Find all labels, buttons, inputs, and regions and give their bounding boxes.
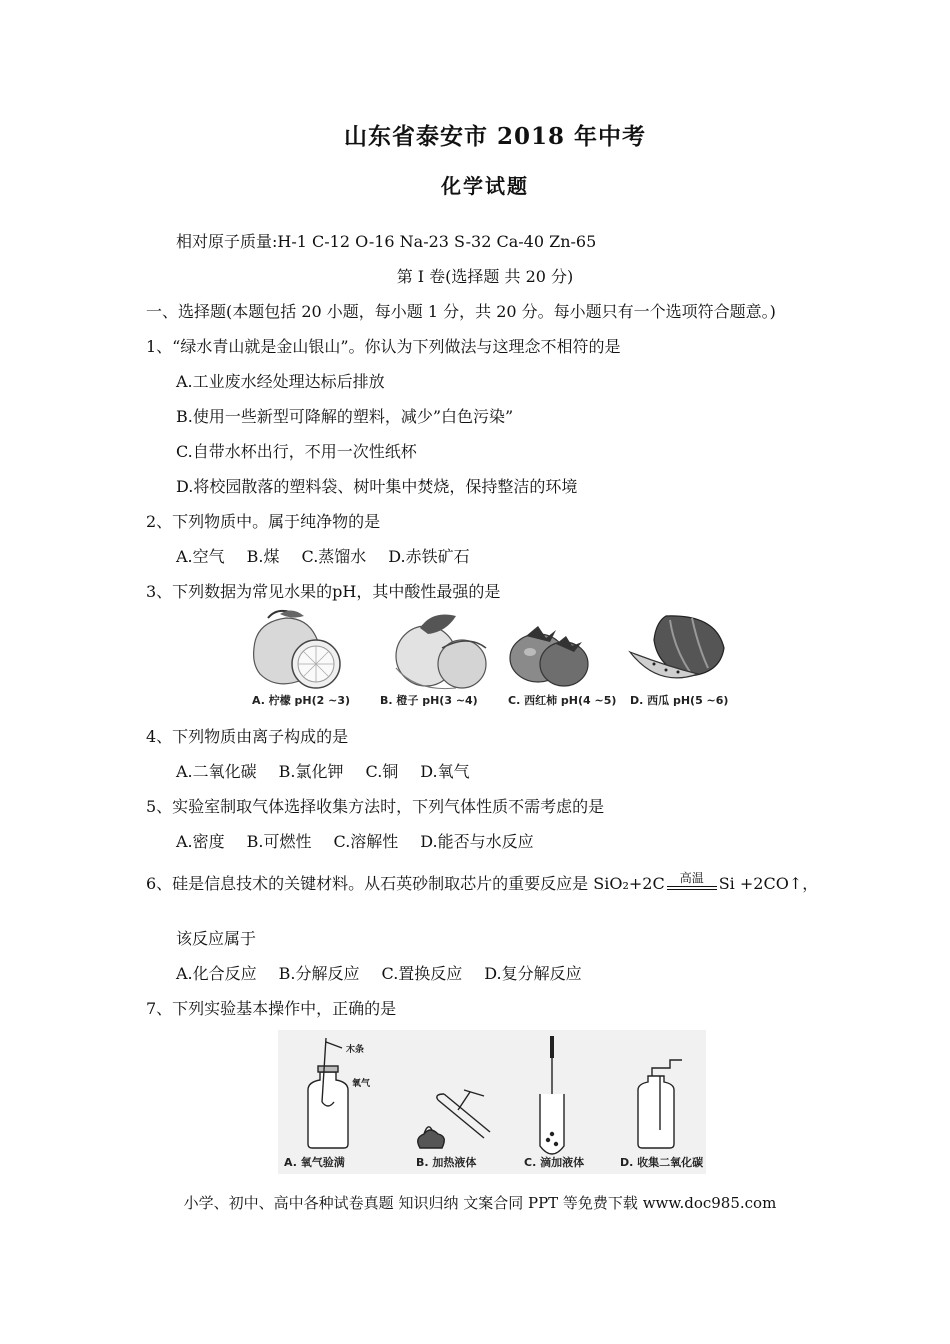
instructions: 一、选择题(本题包括 20 小题，每小题 1 分，共 20 分。每小题只有一个选项符合题意。) <box>146 302 776 321</box>
q3-caption-b: B. 橙子 pH(3 ~4) <box>380 694 478 707</box>
page-title: 山东省泰安市 2018 年中考 <box>343 123 647 150</box>
q6-option-b: B.分解反应 <box>278 964 360 983</box>
q5-stem: 5、实验室制取气体选择收集方法时，下列气体性质不需考虑的是 <box>146 797 605 816</box>
page-subtitle: 化学试题 <box>441 174 529 198</box>
q4-option-c: C.铜 <box>365 762 399 781</box>
q6-stem <box>146 870 819 894</box>
wood-label: 木条 <box>346 1045 365 1055</box>
q1-option-c: C.自带水杯出行，不用一次性纸杯 <box>176 442 417 461</box>
q5-option-c: C.溶解性 <box>333 832 399 851</box>
q5-option-a: A.密度 <box>176 832 225 851</box>
q2-option-c: C.蒸馏水 <box>301 547 367 566</box>
q3-stem: 3、下列数据为常见水果的pH，其中酸性最强的是 <box>146 582 501 601</box>
tomato-image <box>508 626 616 707</box>
atomic-masses: 相对原子质量:H-1 C-12 O-16 Na-23 S-32 Ca-40 Zn-65 <box>176 232 597 251</box>
q1-stem: 1、“绿水青山就是金山银山”。你认为下列做法与这理念不相符的是 <box>146 337 621 356</box>
fruit-ph-figure <box>246 608 736 712</box>
q6-stem-after: Si +2CO↑， <box>718 874 819 893</box>
reaction-condition: 高温 <box>679 870 704 885</box>
q2-option-a: A.空气 <box>176 547 225 566</box>
q4-option-d: D.氧气 <box>420 762 470 781</box>
section-heading: 第 I 卷(选择题 共 20 分) <box>396 267 574 286</box>
q7-stem: 7、下列实验基本操作中，正确的是 <box>146 999 397 1018</box>
lemon-image <box>252 610 350 707</box>
q6-option-a: A.化合反应 <box>176 964 257 983</box>
q4-options <box>176 762 492 782</box>
lab-operations-figure <box>278 1030 706 1174</box>
q6-option-c: C.置换反应 <box>381 964 463 983</box>
q7-caption-c: C. 滴加液体 <box>524 1156 585 1169</box>
q7-caption-d: D. 收集二氧化碳 <box>620 1156 704 1169</box>
q6-options <box>176 964 604 984</box>
q6-option-d: D.复分解反应 <box>484 964 582 983</box>
q5-options <box>176 832 556 852</box>
orange-image <box>380 615 486 708</box>
q4-option-b: B.氯化钾 <box>278 762 344 781</box>
q3-caption-c: C. 西红柿 pH(4 ~5) <box>508 694 617 707</box>
q4-option-a: A.二氧化碳 <box>176 762 257 781</box>
oxygen-label: 氧气 <box>352 1079 371 1089</box>
q1-option-b: B.使用一些新型可降解的塑料，减少”白色污染” <box>176 407 514 426</box>
q2-option-d: D.赤铁矿石 <box>388 547 470 566</box>
q6-continuation: 该反应属于 <box>176 929 257 948</box>
q7-caption-a: A. 氧气验满 <box>284 1156 345 1169</box>
q3-caption-d: D. 西瓜 pH(5 ~6) <box>630 694 729 707</box>
q3-caption-a: A. 柠檬 pH(2 ~3) <box>252 694 351 707</box>
q5-option-d: D.能否与水反应 <box>420 832 534 851</box>
q1-option-d: D.将校园散落的塑料袋、树叶集中焚烧，保持整洁的环境 <box>176 477 578 496</box>
q7-caption-b: B. 加热液体 <box>416 1156 477 1169</box>
watermelon-image <box>630 616 728 707</box>
footer-text: 小学、初中、高中各种试卷真题 知识归纳 文案合同 PPT 等免费下载 www.doc985.com <box>183 1194 777 1212</box>
q2-stem: 2、下列物质中。属于纯净物的是 <box>146 512 381 531</box>
q1-option-a: A.工业废水经处理达标后排放 <box>176 372 385 391</box>
q2-options <box>176 547 492 567</box>
q2-option-b: B.煤 <box>246 547 280 566</box>
reaction-condition-sign <box>667 870 717 894</box>
q5-option-b: B.可燃性 <box>246 832 312 851</box>
q6-stem-before: 6、硅是信息技术的关键材料。从石英砂制取芯片的重要反应是 SiO₂+2C <box>146 874 665 893</box>
q4-stem: 4、下列物质由离子构成的是 <box>146 727 349 746</box>
